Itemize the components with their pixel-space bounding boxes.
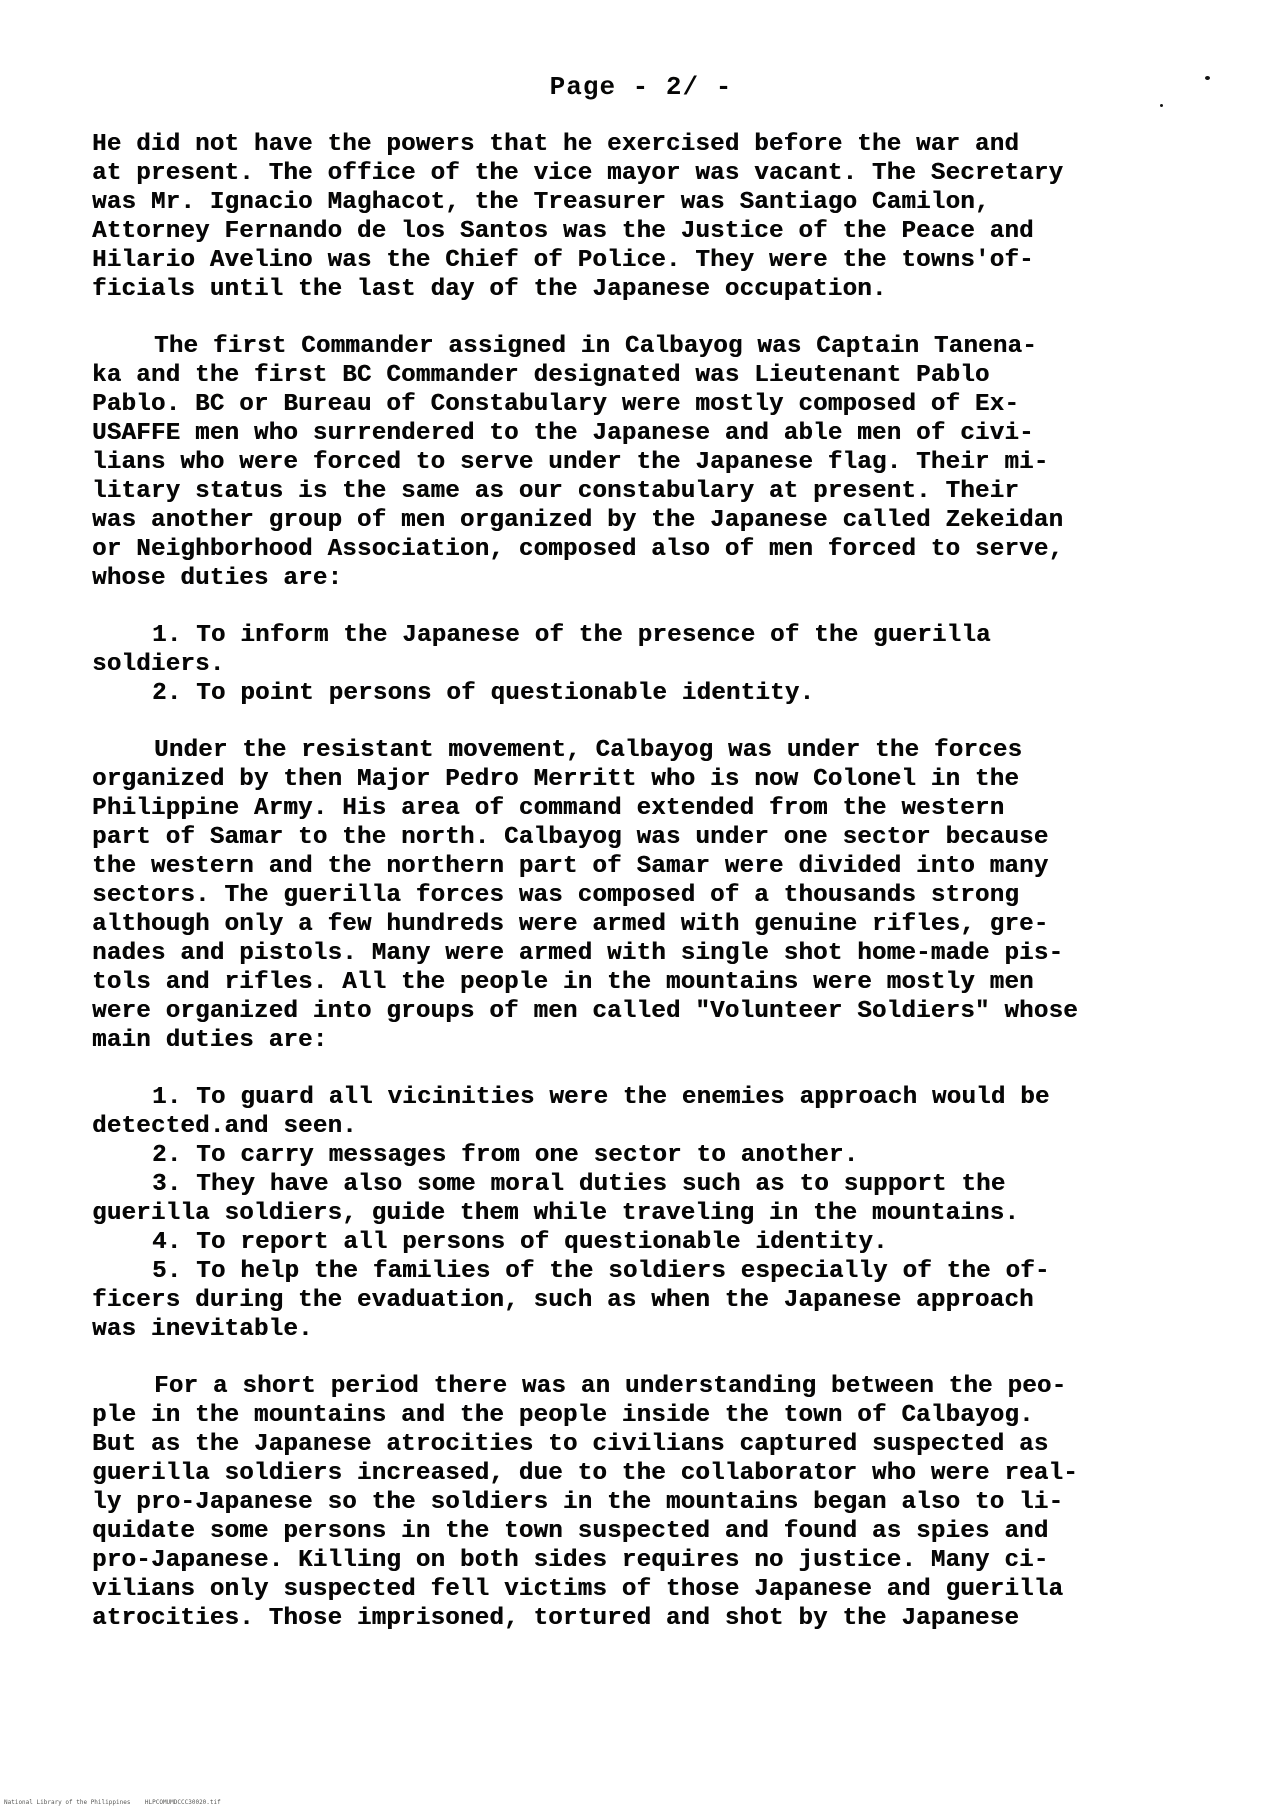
text-line: vilians only suspected fell victims of those Japanese and guerilla [92, 1576, 1064, 1603]
page-number: Page - 2/ - [549, 72, 733, 102]
text-line: ficials until the last day of the Japanese occupation. [92, 276, 887, 303]
text-line: at present. The office of the vice mayor was vacant. The Secretary [92, 160, 1064, 187]
text-line: Under the resistant movement, Calbayog was under the forces [154, 737, 1023, 764]
text-line: ly pro-Japanese so the soldiers in the mountains began also to li- [92, 1489, 1064, 1516]
list-item: 1. To inform the Japanese of the presence of the guerilla [152, 622, 991, 649]
duties-list [92, 1083, 1242, 1344]
text-line: ple in the mountains and the people inside the town of Calbayog. [92, 1402, 1034, 1429]
text-line: Attorney Fernando de los Santos was the Justice of the Peace and [92, 218, 1034, 245]
list-item: 1. To guard all vicinities were the enemies approach would be [152, 1084, 1050, 1111]
text-line: Pablo. BC or Bureau of Constabulary were mostly composed of Ex- [92, 391, 1020, 418]
text-line: soldiers. [92, 651, 225, 678]
text-line: the western and the northern part of Samar were divided into many [92, 853, 1049, 880]
text-line: or Neighborhood Association, composed also of men forced to serve, [92, 536, 1064, 563]
text-line: was inevitable. [92, 1316, 313, 1343]
text-line: guerilla soldiers, guide them while traveling in the mountains. [92, 1200, 1020, 1227]
text-line: was Mr. Ignacio Maghacot, the Treasurer was Santiago Camilon, [92, 189, 990, 216]
text-line: lians who were forced to serve under the Japanese flag. Their mi- [92, 449, 1049, 476]
list-item: 4. To report all persons of questionable identity. [152, 1229, 888, 1256]
text-line: He did not have the powers that he exercised before the war and [92, 131, 1020, 158]
text-line: ka and the first BC Commander designated was Lieutenant Pablo [92, 362, 990, 389]
text-line: detected.and seen. [92, 1113, 357, 1140]
text-line: ficers during the evaduation, such as when the Japanese approach [92, 1287, 1034, 1314]
paragraph [92, 1372, 1242, 1633]
text-line: was another group of men organized by the Japanese called Zekeidan [92, 507, 1064, 534]
text-line: although only a few hundreds were armed with genuine rifles, gre- [92, 911, 1049, 938]
list-item: 3. They have also some moral duties such as to support the [152, 1171, 1006, 1198]
text-line: Hilario Avelino was the Chief of Police. They were the towns'of- [92, 247, 1034, 274]
text-line: Philippine Army. His area of command extended from the western [92, 795, 1005, 822]
text-line: part of Samar to the north. Calbayog was under one sector because [92, 824, 1049, 851]
paragraph [92, 332, 1242, 593]
scan-footer: National Library of the Philippines HLPCOMUMDCCC30020.tif [4, 1799, 221, 1806]
text-line: pro-Japanese. Killing on both sides requires no justice. Many ci- [92, 1547, 1049, 1574]
text-line: sectors. The guerilla forces was composed of a thousands strong [92, 882, 1020, 909]
text-line: guerilla soldiers increased, due to the collaborator who were real- [92, 1460, 1078, 1487]
list-item: 2. To point persons of questionable identity. [152, 680, 815, 707]
text-line: organized by then Major Pedro Merritt who is now Colonel in the [92, 766, 1020, 793]
paragraph [92, 736, 1242, 1055]
text-line: nades and pistols. Many were armed with single shot home-made pis- [92, 940, 1064, 967]
document-body [92, 130, 1242, 1633]
text-line: whose duties are: [92, 565, 343, 592]
list-item: 2. To carry messages from one sector to another. [152, 1142, 859, 1169]
duties-list [92, 621, 1242, 708]
scan-speck [1205, 76, 1210, 80]
text-line: atrocities. Those imprisoned, tortured and shot by the Japanese [92, 1605, 1020, 1632]
text-line: main duties are: [92, 1027, 328, 1054]
text-line: litary status is the same as our constabulary at present. Their [92, 478, 1020, 505]
text-line: But as the Japanese atrocities to civilians captured suspected as [92, 1431, 1049, 1458]
text-line: The first Commander assigned in Calbayog was Captain Tanena- [154, 333, 1037, 360]
text-line: USAFFE men who surrendered to the Japanese and able men of civi- [92, 420, 1034, 447]
text-line: quidate some persons in the town suspected and found as spies and [92, 1518, 1049, 1545]
scan-speck [1160, 104, 1163, 107]
text-line: tols and rifles. All the people in the mountains were mostly men [92, 969, 1034, 996]
text-line: were organized into groups of men called "Volunteer Soldiers" whose [92, 998, 1078, 1025]
paragraph [92, 130, 1242, 304]
list-item: 5. To help the families of the soldiers especially of the of- [152, 1258, 1050, 1285]
text-line: For a short period there was an understanding between the peo- [154, 1373, 1067, 1400]
